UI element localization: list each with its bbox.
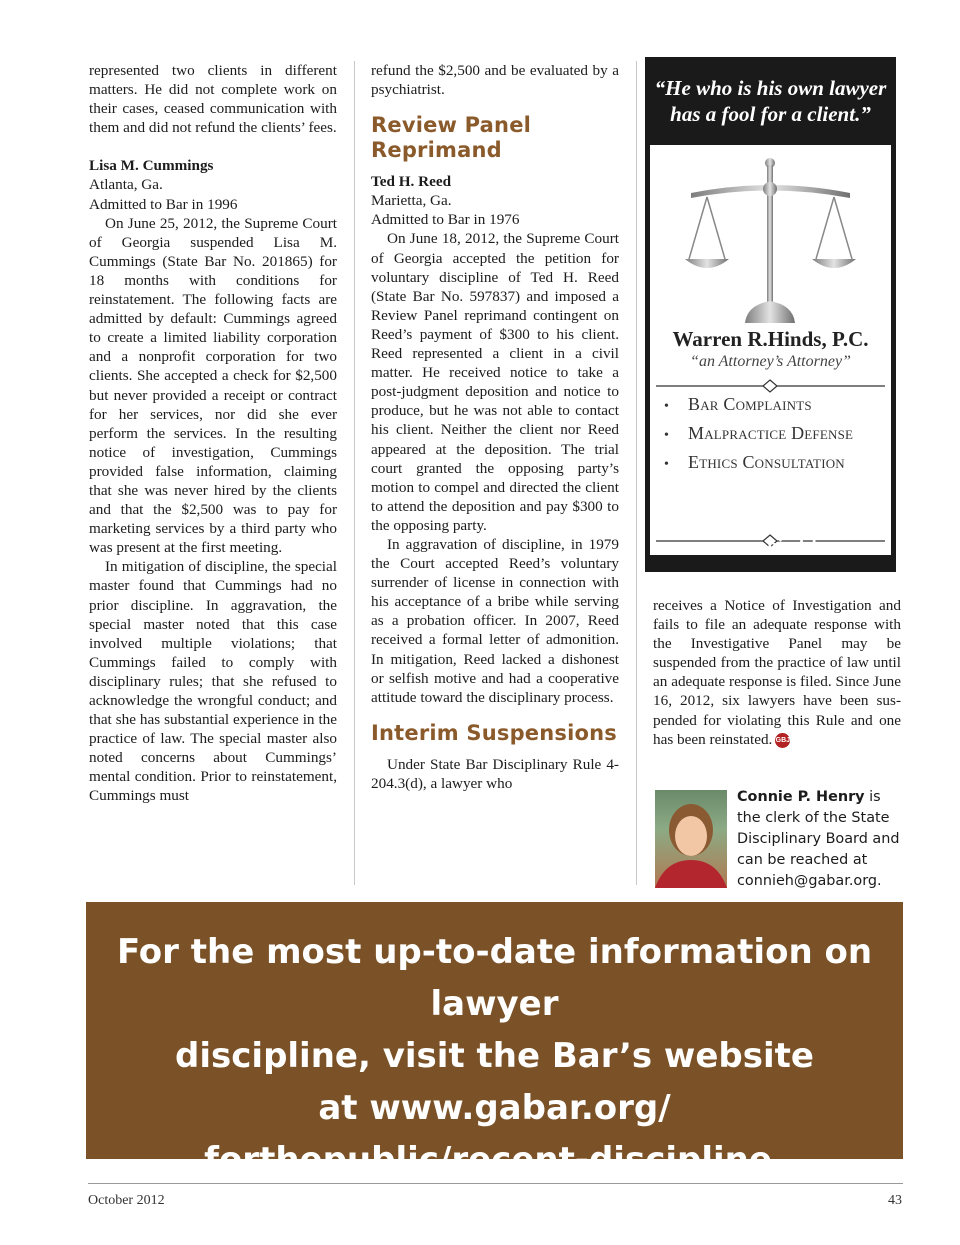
ad-phone[interactable]: Call (770) 993-1414	[687, 509, 854, 531]
column-divider	[354, 61, 355, 885]
firm-tagline: “an Attorney’s Attorney”	[690, 353, 851, 370]
respondent-name: Ted H. Reed	[371, 173, 452, 191]
service-item	[664, 420, 853, 449]
bullet-icon: •	[664, 428, 670, 443]
author-name: Connie P. Henry	[737, 789, 865, 805]
ad-quote-line: has a fool for a client.”	[670, 102, 871, 126]
banner-line: For the most up-to-date information on lawyer	[116, 932, 873, 1024]
service-label: Malpractice Defense	[688, 423, 854, 443]
service-label: Bar Complaints	[688, 394, 812, 414]
respondent-name: Lisa M. Cummings	[89, 157, 214, 175]
respondent-admitted: Admitted to Bar in 1996	[89, 195, 238, 213]
case-paragraph: On June 25, 2012, the Supreme Court of Georgia suspended Lisa M. Cummings (State Bar No. 201865) for 18 months with conditions for reinstatement. The following facts are admitted by default: Cummings agreed to create a limited liability corporation and a nonprofit corporation for two clients. She accepted a check for $2,500 but never provided a receipt or contract for her services, nor did she ever perform the services. In the resulting notice of investigation, Cummings provided false information, claiming that she was never hired by the clients and that the $2,500 was to pay for marketing services by a third party who was present at the first meeting.	[89, 214, 337, 557]
service-item	[664, 449, 853, 478]
column-3-text: receives a Notice of Investigation and fails to file an adequate response with the Investigative Panel may be suspended from the practice of law until an adequate response is filed. Since June 16, 2012, six lawyers have been suspended for violating this Rule and one has been reinstated.	[653, 597, 901, 748]
banner-line: at www.gabar.org/	[318, 1088, 671, 1128]
ad-body	[650, 145, 891, 555]
column-divider	[636, 61, 637, 885]
case-paragraph: In aggravation of discipline, in 1979 the Court accepted Reed’s voluntary surrender of license in connection with his acceptance of a bribe while serving as a probation officer. In 2007, Reed received a formal letter of admonition. In mitigation, Reed lacked a dishonest or selfish motive and had a cooperative attitude toward the disciplinary process.	[371, 535, 619, 706]
author-bio	[737, 787, 907, 892]
column-1-intro: represented two clients in different matters. He did not complete work on their cases, ceased communication with them and did not refund the clients’ fees.	[89, 62, 337, 137]
service-item	[664, 391, 853, 420]
website-banner[interactable]	[86, 902, 903, 1180]
ad-website-link[interactable]: www.warrenhindslaw.com	[663, 536, 878, 557]
column-2-intro: refund the $2,500 and be evaluated by a psychiatrist.	[371, 62, 619, 99]
law-firm-advertisement[interactable]	[645, 57, 896, 572]
scales-of-justice-icon	[685, 157, 856, 323]
case-paragraph: On June 18, 2012, the Supreme Court of Georgia accepted the petition for voluntary discipline of Ted H. Reed (State Bar No. 597837) and imposed a Review Panel reprimand contingent on Reed’s payment of $300 to his client. Reed represented a client in a civil matter. He received notice to take a post-judgment deposition and notice to produce, but he was not able to contact his client. Neither the client nor Reed appeared at the deposition. The trial court granted the opposing party’s motion to compel and directed the client to attend the deposition and pay $300 to the opposing party.	[371, 230, 619, 534]
respondent-city: Marietta, Ga.	[371, 192, 452, 210]
banner-line: discipline, visit the Bar’s website	[175, 1036, 814, 1076]
respondent-city: Atlanta, Ga.	[89, 176, 163, 194]
service-label: Ethics Consultation	[688, 452, 845, 472]
footer-page-number: 43	[888, 1193, 902, 1208]
case-paragraph: In mitigation of discipline, the special master found that Cummings had no prior discipline. In aggravation, the special master noted that this case involved multiple violations; that Cummings failed to comply with disciplinary rules; that she refused to acknowledge the wrongful conduct; and that she has substantial experience in the practice of law. The special master also noted concerns about Cummings’ mental condition. Prior to reinstatement, Cummings must	[89, 558, 337, 805]
author-bio-text: is the clerk of the State Disciplinary Board and can be reached at connieh@gabar.org.	[737, 789, 900, 889]
case-paragraph	[653, 596, 901, 749]
gbj-end-mark-icon: GBJ	[775, 733, 790, 748]
section-heading-review-panel: Review Panel Reprimand	[371, 113, 532, 163]
footer-issue-date: October 2012	[88, 1193, 165, 1208]
ad-quote-line: “He who is his own lawyer	[654, 76, 887, 100]
banner-text	[86, 926, 903, 1186]
firm-name: Warren R.Hinds, P.C.	[672, 327, 869, 351]
article-column-2	[371, 61, 619, 793]
author-photo	[655, 790, 727, 888]
respondent-admitted: Admitted to Bar in 1976	[371, 211, 520, 229]
author-portrait-icon	[655, 790, 727, 888]
footer-rule	[88, 1183, 903, 1184]
section-heading-interim-suspensions: Interim Suspensions	[371, 720, 617, 745]
banner-line: forthepublic/recent-discipline.	[204, 1140, 785, 1180]
article-column-1	[89, 61, 337, 806]
article-column-3	[653, 596, 901, 749]
bullet-icon: •	[664, 457, 670, 472]
bullet-icon: •	[664, 399, 670, 414]
case-paragraph: Under State Bar Disciplinary Rule 4-204.3(d), a lawyer who	[371, 755, 619, 792]
ad-quote	[645, 57, 896, 143]
services-list	[664, 391, 853, 478]
